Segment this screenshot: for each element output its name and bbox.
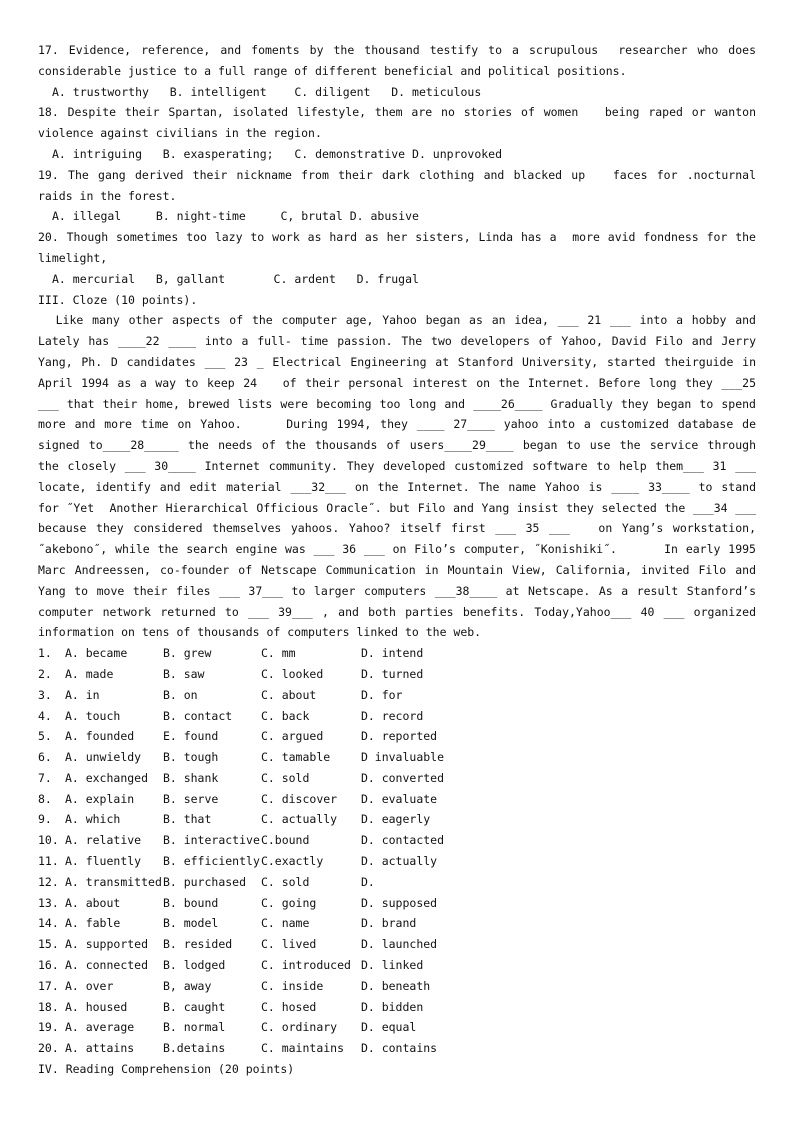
passage-line: computer network returned to ___ 39___ , and both parties benefits. Today,Yahoo___ 40 ___ organized (38, 604, 756, 619)
option-a: A. relative (64, 833, 142, 848)
option-a: A. touch (64, 708, 121, 723)
passage-line: Lately has ____22 ____ into a full- time passion. The two developers of Yahoo, David Filo and Jerry (38, 334, 756, 349)
option-b: B. that (162, 812, 212, 827)
option-d: D. converted (360, 770, 445, 785)
question-options: A. trustworthy B. intelligent C. diligent D. meticulous (52, 84, 482, 99)
cloze-option-row (38, 747, 756, 768)
question-text: raids in the forest. (38, 188, 177, 203)
option-a: A. unwieldy (64, 750, 142, 765)
option-d: D. actually (360, 854, 438, 869)
option-c: C. discover (260, 791, 338, 806)
passage-line: because they considered themselves yahoos. Yahoo? itself first ___ 35 ___ on Yang’s workstation, (38, 521, 756, 536)
passage-line: Yang, Ph. D candidates ___ 23 _ Electrical Engineering at Stanford University, started theirguide in (38, 354, 756, 369)
option-c: C. maintains (260, 1041, 345, 1056)
cloze-option-row (38, 768, 756, 789)
option-d: D. supposed (360, 895, 438, 910)
question-text: 18. Despite their Spartan, isolated lifestyle, them are no stories of women being raped or wanton (38, 105, 756, 120)
option-b: B. bound (162, 895, 219, 910)
option-number: 10. (38, 833, 59, 848)
option-d: D. bidden (360, 999, 424, 1014)
option-c: C. argued (260, 729, 324, 744)
option-number: 11. (38, 854, 59, 869)
passage-line: more and more time on Yahoo. During 1994, they ____ 27____ yahoo into a customized database de (38, 417, 756, 432)
cloze-option-row (38, 830, 756, 851)
question-18 (38, 102, 756, 164)
option-a: A. fable (64, 916, 121, 931)
exam-page (38, 40, 756, 1080)
option-b: B, away (162, 978, 212, 993)
option-b: B. saw (162, 666, 205, 681)
cloze-option-row (38, 934, 756, 955)
option-number: 15. (38, 937, 59, 952)
cloze-option-row (38, 851, 756, 872)
cloze-options (38, 643, 756, 1059)
question-text: 17. Evidence, reference, and foments by the thousand testify to a scrupulous researcher who does (38, 43, 756, 57)
cloze-option-row (38, 955, 756, 976)
option-c: C. ordinary (260, 1020, 338, 1035)
passage-line: ___ that their home, brewed lists were becoming too long and ____26____ Gradually they began to spend (38, 396, 756, 411)
option-d: D. linked (360, 958, 424, 973)
option-number: 17. (38, 978, 59, 993)
option-b: B. resided (162, 937, 233, 952)
option-number: 9. (38, 812, 52, 827)
option-a: A. about (64, 895, 121, 910)
passage-line: for ˝Yet Another Hierarchical Officious Oracle˝. but Filo and Yang insist they selected the ___34 ___ (38, 500, 756, 515)
cloze-option-row (38, 809, 756, 830)
option-a: A. explain (64, 791, 135, 806)
option-b: B. serve (162, 791, 219, 806)
option-c: C.exactly (260, 854, 324, 869)
option-c: C. inside (260, 978, 324, 993)
option-d: D invaluable (360, 750, 445, 765)
question-text: violence against civilians in the region. (38, 126, 322, 141)
passage-line: signed to____28_____ the needs of the thousands of users____29____ began to use the service through (38, 438, 756, 453)
option-d: D. record (360, 708, 424, 723)
option-d: D. launched (360, 937, 438, 952)
option-a: A. average (64, 1020, 135, 1035)
option-d: D. brand (360, 916, 417, 931)
cloze-option-row (38, 685, 756, 706)
option-a: A. which (64, 812, 121, 827)
option-c: C. mm (260, 646, 296, 661)
option-a: A. made (64, 666, 114, 681)
option-a: A. in (64, 687, 100, 702)
option-d: D. reported (360, 729, 438, 744)
option-d: D. beneath (360, 978, 431, 993)
option-number: 16. (38, 958, 59, 973)
option-b: B.detains (162, 1041, 226, 1056)
option-d: D. equal (360, 1020, 417, 1035)
option-a: A. transmitted (64, 874, 162, 889)
cloze-option-row (38, 1017, 756, 1038)
option-number: 20. (38, 1041, 59, 1056)
cloze-option-row (38, 893, 756, 914)
passage-line: the closely ___ 30____ Internet community. They developed customized software to help them___ 31 ___ (38, 458, 756, 473)
passage-line: Yang to move their files ___ 37___ to larger computers ___38____ at Netscape. As a result Stanford’s (38, 583, 756, 598)
passage-line: Like many other aspects of the computer age, Yahoo began as an idea, ___ 21 ___ into a hobby and (38, 313, 756, 328)
option-c: C. tamable (260, 750, 331, 765)
option-a: A. exchanged (64, 770, 149, 785)
cloze-option-row (38, 872, 756, 893)
option-number: 2. (38, 666, 52, 681)
option-d: D. eagerly (360, 812, 431, 827)
option-a: A. connected (64, 958, 149, 973)
option-number: 12. (38, 874, 59, 889)
cloze-option-row (38, 643, 756, 664)
question-19 (38, 165, 756, 227)
reading-heading: IV. Reading Comprehension (20 points) (38, 1062, 295, 1077)
option-c: C. actually (260, 812, 338, 827)
cloze-option-row (38, 664, 756, 685)
option-d: D. evaluate (360, 791, 438, 806)
option-number: 14. (38, 916, 59, 931)
option-c: C. looked (260, 666, 324, 681)
option-a: A. supported (64, 937, 149, 952)
option-number: 18. (38, 999, 59, 1014)
cloze-option-row (38, 913, 756, 934)
option-b: B. model (162, 916, 219, 931)
option-c: C. sold (260, 874, 310, 889)
question-text: 19. The gang derived their nickname from their dark clothing and blacked up faces for .nocturnal (38, 167, 756, 182)
question-20 (38, 227, 756, 289)
option-b: B. efficiently (162, 854, 260, 869)
option-number: 6. (38, 750, 52, 765)
option-d: D. for (360, 687, 403, 702)
option-d: D. contacted (360, 833, 445, 848)
question-options: A. intriguing B. exasperating; C. demonstrative D. unprovoked (52, 146, 503, 161)
question-options: A. illegal B. night-time C, brutal D. abusive (52, 209, 419, 224)
option-number: 5. (38, 729, 52, 744)
option-number: 3. (38, 687, 52, 702)
passage-line: ˝akebono˝, while the search engine was ___ 36 ___ on Filo’s computer, ˝Konishiki˝. In early 1995 (38, 542, 756, 557)
question-options: A. mercurial B, gallant C. ardent D. frugal (52, 271, 419, 286)
option-c: C. hosed (260, 999, 317, 1014)
option-d: D. (360, 874, 375, 889)
option-b: B. lodged (162, 958, 226, 973)
cloze-passage (38, 310, 756, 643)
option-b: B. shank (162, 770, 219, 785)
passage-line: Marc Andreessen, co-founder of Netscape Communication in Mountain View, California, invited Filo and (38, 562, 756, 577)
question-text: 20. Though sometimes too lazy to work as hard as her sisters, Linda has a more avid fondness for the (38, 230, 756, 245)
cloze-option-row (38, 1038, 756, 1059)
option-b: E. found (162, 729, 219, 744)
option-b: B. interactive (162, 833, 260, 848)
option-c: C. name (260, 916, 310, 931)
option-a: A. over (64, 978, 114, 993)
vocab-section (38, 40, 756, 290)
option-a: A. fluently (64, 854, 142, 869)
cloze-heading: III. Cloze (10 points). (38, 292, 198, 307)
cloze-option-row (38, 789, 756, 810)
question-text: considerable justice to a full range of different beneficial and political positions. (38, 63, 627, 78)
option-d: D. turned (360, 666, 424, 681)
option-number: 4. (38, 708, 52, 723)
question-17 (38, 40, 756, 102)
option-a: A. housed (64, 999, 128, 1014)
cloze-option-row (38, 706, 756, 727)
passage-line: information on tens of thousands of computers linked to the web. (38, 625, 482, 640)
option-d: D. intend (360, 646, 424, 661)
option-d: D. contains (360, 1041, 438, 1056)
cloze-option-row (38, 976, 756, 997)
option-c: C.bound (260, 833, 310, 848)
option-b: B. grew (162, 646, 212, 661)
option-number: 8. (38, 791, 52, 806)
option-number: 1. (38, 646, 52, 661)
option-a: A. founded (64, 729, 135, 744)
option-b: B. tough (162, 750, 219, 765)
option-b: B. caught (162, 999, 226, 1014)
option-b: B. contact (162, 708, 233, 723)
option-b: B. normal (162, 1020, 226, 1035)
cloze-option-row (38, 997, 756, 1018)
option-a: A. attains (64, 1041, 135, 1056)
option-c: C. introduced (260, 958, 351, 973)
option-b: B. on (162, 687, 198, 702)
option-b: B. purchased (162, 874, 247, 889)
option-c: C. back (260, 708, 310, 723)
option-c: C. about (260, 687, 317, 702)
option-c: C. sold (260, 770, 310, 785)
option-number: 13. (38, 895, 59, 910)
passage-line: locate, identify and edit material ___32___ on the Internet. The name Yahoo is ____ 33____ to stand (38, 479, 756, 494)
question-text: limelight, (38, 250, 108, 265)
option-number: 19. (38, 1020, 59, 1035)
passage-line: April 1994 as a way to keep 24 of their personal interest on the Internet. Before long they ___25 (38, 375, 756, 390)
option-a: A. became (64, 646, 128, 661)
option-c: C. lived (260, 937, 317, 952)
cloze-option-row (38, 726, 756, 747)
option-number: 7. (38, 770, 52, 785)
option-c: C. going (260, 895, 317, 910)
